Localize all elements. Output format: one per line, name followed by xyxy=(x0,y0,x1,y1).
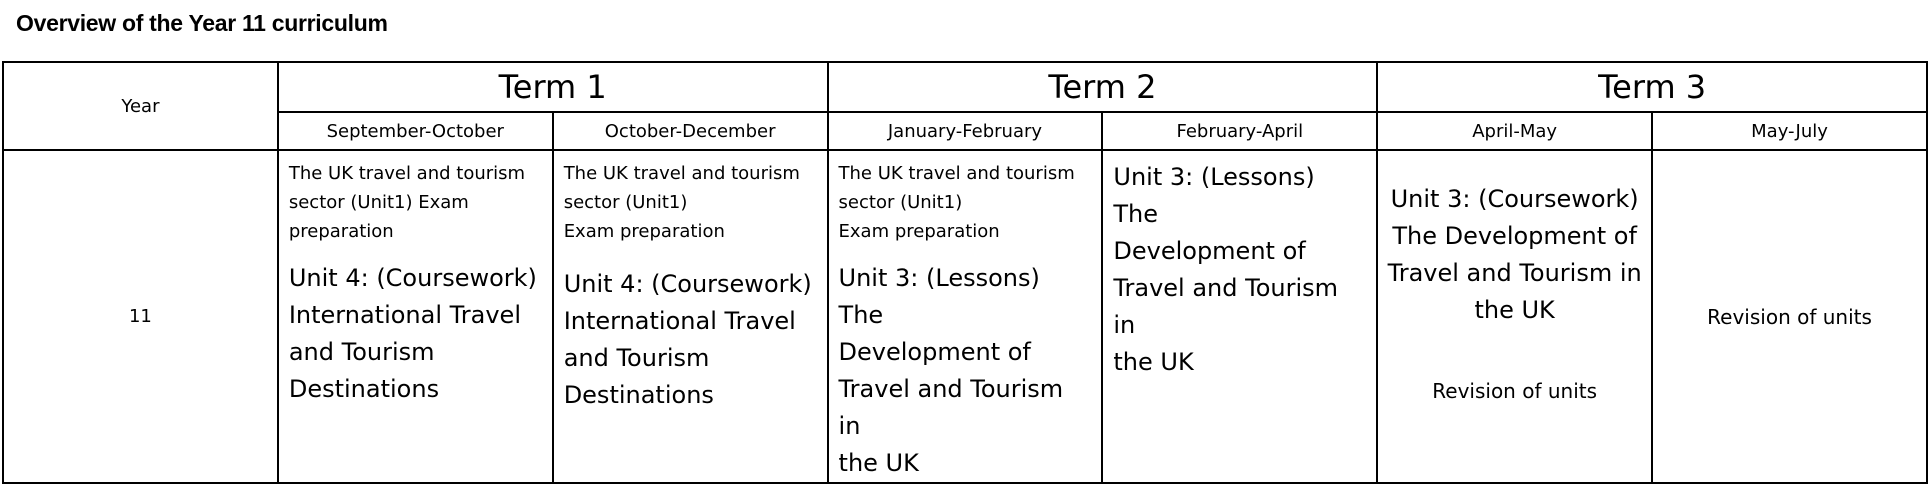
text-line: Development of xyxy=(838,338,1031,366)
text-line: sector (Unit1) Exam xyxy=(288,192,469,213)
term-2-header: Term 2 xyxy=(828,62,1378,112)
text-line: The UK travel and tourism xyxy=(563,163,800,184)
month-header: April-May xyxy=(1377,112,1652,150)
text-line: and Tourism xyxy=(288,338,435,366)
page-title: Overview of the Year 11 curriculum xyxy=(16,10,388,36)
year-value: 11 xyxy=(3,150,278,483)
year-column-header: Year xyxy=(3,62,278,150)
cell-small-text xyxy=(839,159,1092,246)
text-line: the UK xyxy=(1474,296,1555,324)
cell-feb-apr xyxy=(1102,150,1377,483)
cell-big-text xyxy=(1384,181,1645,329)
month-header: February-April xyxy=(1102,112,1377,150)
text-line: Unit 4: (Coursework) xyxy=(288,264,537,292)
cell-big-text xyxy=(1113,159,1366,381)
revision-note: Revision of units xyxy=(1432,379,1598,403)
text-line: The Development of xyxy=(1392,222,1637,250)
cell-big-text xyxy=(839,260,1092,482)
text-line: the UK xyxy=(838,449,919,477)
cell-sep-oct xyxy=(278,150,553,483)
text-line: Unit 3: (Lessons) The xyxy=(838,264,1040,329)
cell-big-text xyxy=(289,260,542,408)
cell-may-jul: Revision of units xyxy=(1652,150,1927,483)
text-line: Travel and Tourism in xyxy=(1113,274,1339,339)
term-1-header: Term 1 xyxy=(278,62,828,112)
month-header: January-February xyxy=(828,112,1103,150)
text-line: sector (Unit1) xyxy=(838,192,963,213)
month-header-row xyxy=(3,112,1927,150)
text-line: Unit 4: (Coursework) xyxy=(563,270,812,298)
text-line: Destinations xyxy=(288,375,440,403)
cell-apr-may xyxy=(1377,150,1652,483)
curriculum-table xyxy=(2,61,1928,484)
text-line: Travel and Tourism in xyxy=(838,375,1064,440)
term-header-row xyxy=(3,62,1927,112)
text-line: Destinations xyxy=(563,381,714,409)
term-3-header: Term 3 xyxy=(1377,62,1927,112)
text-line: International Travel xyxy=(288,301,521,329)
month-header: October-December xyxy=(553,112,828,150)
text-line: Travel and Tourism in xyxy=(1387,259,1642,287)
cell-jan-feb xyxy=(828,150,1103,483)
text-line: preparation xyxy=(288,221,394,242)
text-line: The UK travel and tourism xyxy=(838,163,1075,184)
month-header: September-October xyxy=(278,112,553,150)
text-line: International Travel xyxy=(563,307,796,335)
text-line: the UK xyxy=(1113,348,1194,376)
text-line: and Tourism xyxy=(563,344,710,372)
text-line: Unit 3: (Coursework) xyxy=(1390,185,1639,213)
text-line: Development of xyxy=(1113,237,1306,265)
cell-oct-dec xyxy=(553,150,828,483)
month-header: May-July xyxy=(1652,112,1927,150)
text-line: Exam preparation xyxy=(838,221,1000,242)
year-11-row xyxy=(3,150,1927,483)
cell-big-text xyxy=(564,266,817,414)
text-line: The UK travel and tourism xyxy=(288,163,526,184)
text-line: Unit 3: (Lessons) The xyxy=(1113,163,1315,228)
text-line: sector (Unit1) xyxy=(563,192,688,213)
cell-small-text xyxy=(289,159,542,246)
cell-small-text xyxy=(564,159,817,246)
text-line: Exam preparation xyxy=(563,221,725,242)
